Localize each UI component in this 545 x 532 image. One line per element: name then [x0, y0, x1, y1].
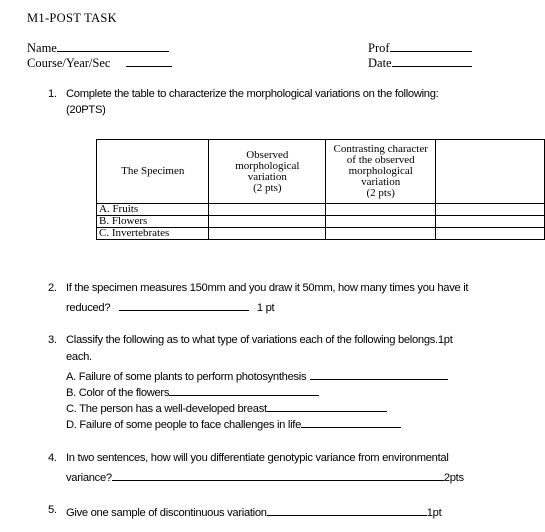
name-field: [27, 40, 169, 56]
course-label: Course/Year/Sec: [27, 56, 111, 70]
specimen-table: [96, 139, 545, 240]
row-label-flowers: B. Flowers: [97, 216, 209, 228]
header-specimen: The Specimen: [97, 140, 209, 204]
q3-item-a: A. Failure of some plants to perform photosynthesis: [66, 368, 448, 383]
course-blank[interactable]: [126, 55, 172, 67]
q2-text-line2: reduced? 1 pt: [66, 299, 274, 314]
table-header-row: [97, 140, 545, 204]
q3-d-blank[interactable]: [301, 416, 401, 428]
q5-text: Give one sample of discontinuous variation 1pt: [66, 504, 441, 519]
q3-item-d: D. Failure of some people to face challenges in life: [66, 416, 401, 431]
row-label-fruits: A. Fruits: [97, 204, 209, 216]
q3-text-line1: Classify the following as to what type of variations each of the following belongs.1pt: [66, 334, 453, 346]
course-field: [27, 55, 172, 71]
table-cell[interactable]: [436, 216, 545, 228]
date-field: [368, 55, 472, 71]
header-blank: [436, 140, 545, 204]
prof-field: [368, 40, 472, 56]
header-observed-variation: Observed morphological variation (2 pts): [209, 140, 326, 204]
q3-item-c: C. The person has a well-developed breast: [66, 400, 387, 415]
table-cell[interactable]: [209, 228, 326, 240]
q1-number: 1.: [48, 88, 57, 100]
q3-c-blank[interactable]: [267, 400, 387, 412]
q3-number: 3.: [48, 334, 57, 346]
q2-text-line1: If the specimen measures 150mm and you draw it 50mm, how many times you have it: [66, 282, 469, 294]
q2-points: 1 pt: [256, 302, 275, 314]
q3-item-b: B. Color of the flowers: [66, 384, 319, 399]
q4-text-line1: In two sentences, how will you differentiate genotypic variance from environmental: [66, 452, 449, 464]
table-cell[interactable]: [326, 228, 436, 240]
q1-text-line2: (20PTS): [66, 104, 106, 116]
q3-a-blank[interactable]: [310, 368, 448, 380]
name-blank[interactable]: [57, 40, 169, 52]
date-blank[interactable]: [392, 55, 472, 67]
q2-answer-blank[interactable]: [119, 299, 249, 311]
prof-blank[interactable]: [390, 40, 472, 52]
table-cell[interactable]: [209, 216, 326, 228]
q3-text-line2: each.: [66, 351, 92, 363]
table-cell[interactable]: [436, 228, 545, 240]
q2-number: 2.: [48, 282, 57, 294]
q4-number: 4.: [48, 452, 57, 464]
table-cell[interactable]: [326, 216, 436, 228]
row-label-invertebrates: C. Invertebrates: [97, 228, 209, 240]
table-row: [97, 228, 545, 240]
prof-label: Prof: [368, 41, 390, 55]
q5-number: 5.: [48, 504, 57, 516]
q1-text-line1: Complete the table to characterize the morphological variations on the following:: [66, 88, 439, 100]
header-contrasting-character: Contrasting character of the observed morphological variation (2 pts): [326, 140, 436, 204]
q4-points: 2pts: [443, 472, 464, 484]
page-title: M1-POST TASK: [27, 11, 118, 25]
table-row: [97, 216, 545, 228]
q3-b-blank[interactable]: [169, 384, 319, 396]
q4-answer-blank[interactable]: [112, 469, 444, 481]
date-label: Date: [368, 56, 392, 70]
q5-answer-blank[interactable]: [267, 504, 427, 516]
table-cell[interactable]: [436, 204, 545, 216]
table-row: [97, 204, 545, 216]
table-cell[interactable]: [209, 204, 326, 216]
name-label: Name: [27, 41, 57, 55]
q4-text-line2: variance? 2pts: [66, 469, 464, 484]
q5-points: 1pt: [426, 507, 442, 519]
table-cell[interactable]: [326, 204, 436, 216]
